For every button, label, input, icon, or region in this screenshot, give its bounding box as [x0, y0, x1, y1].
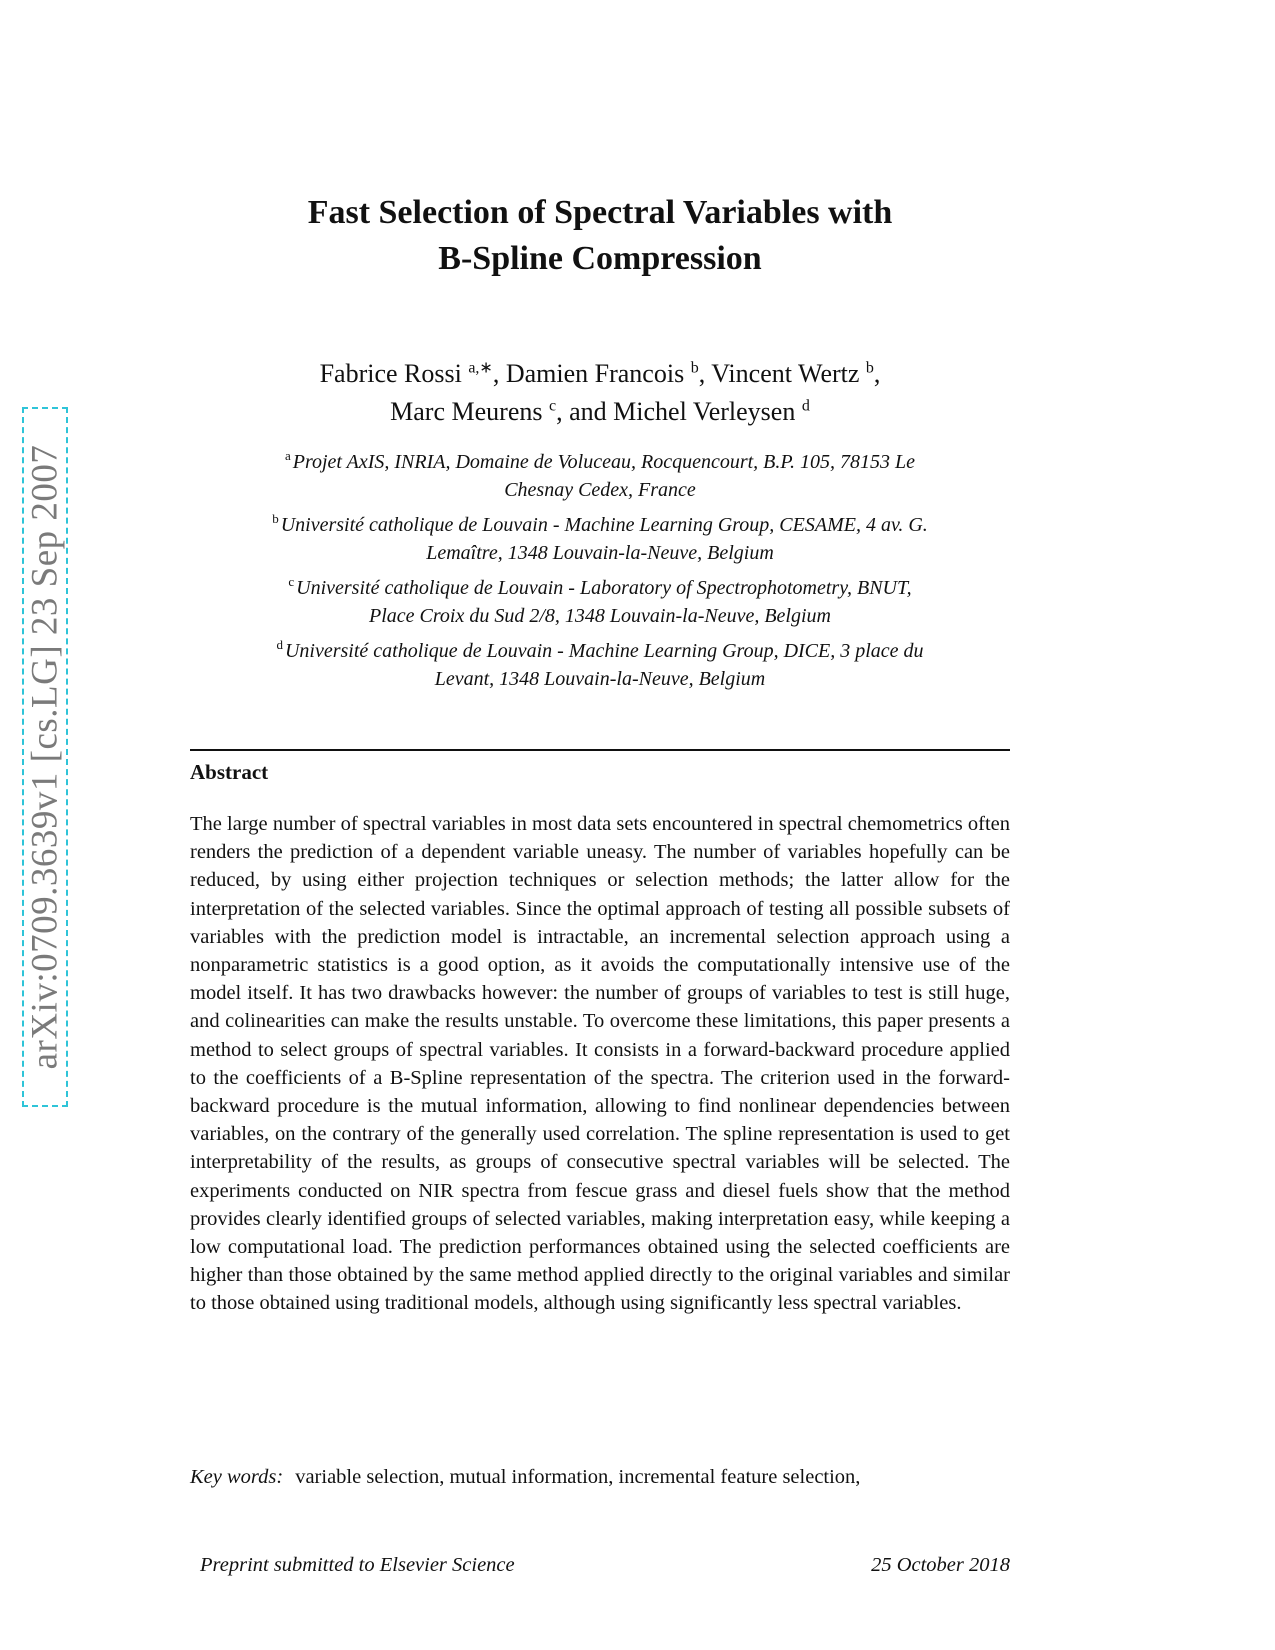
affiliation-mark: a [284, 448, 291, 464]
affiliation-line-1: Projet AxIS, INRIA, Domaine de Voluceau, Rocquencourt, B.P. 105, 78153 Le [292, 451, 916, 473]
author-mark: b [865, 359, 874, 377]
affiliation [190, 448, 1010, 504]
affiliation-line-1: Université catholique de Louvain - Laboratory of Spectrophotometry, BNUT, [296, 577, 912, 599]
author-name: Vincent Wertz [711, 359, 860, 388]
affiliation [190, 574, 1010, 630]
footer-preprint: Preprint submitted to Elsevier Science [200, 1554, 515, 1576]
arxiv-stamp [22, 407, 68, 1107]
footer-date: 25 October 2018 [871, 1554, 1010, 1576]
arxiv-stamp-text: arXiv:0709.3639v1 [cs.LG] 23 Sep 2007 [24, 444, 66, 1070]
author-mark: a,∗ [468, 359, 493, 377]
affiliation-mark: d [276, 637, 283, 653]
author-sep: , [873, 359, 881, 388]
affiliation-list [190, 448, 1010, 700]
author-name: Marc Meurens [390, 397, 543, 426]
abstract-body: The large number of spectral variables in most data sets encountered in spectral chemometrics often renders the prediction of a dependent variable uneasy. The number of variables hopefully can be reduced, by using either projection techniques or selection methods; the latter allow for the interpretation of the selected variables. Since the optimal approach of testing all possible subsets of variables with the prediction model is intractable, an incremental selection approach using a nonparametric statistics is a good option, as it avoids the computationally intensive use of the model itself. It has two drawbacks however: the number of groups of variables to test is still huge, and colinearities can make the results unstable. To overcome these limitations, this paper presents a method to select groups of spectral variables. It consists in a forward-backward procedure applied to the coefficients of a B-Spline representation of the spectra. The criterion used in the forward-backward procedure is the mutual information, allowing to find nonlinear dependencies between variables, on the contrary of the generally used correlation. The spline representation is used to get interpretability of the results, as groups of consecutive spectral variables will be selected. The experiments conducted on NIR spectra from fescue grass and diesel fuels show that the method provides clearly identified groups of selected variables, making interpretation easy, while keeping a low computational load. The prediction performances obtained using the selected coefficients are higher than those obtained by the same method applied directly to the original variables and similar to those obtained using traditional models, although using significantly less spectral variables. [190, 813, 1010, 1315]
title-line-2: B-Spline Compression [438, 240, 762, 277]
affiliation-line-2: Chesnay Cedex, France [504, 479, 696, 501]
title-line-1: Fast Selection of Spectral Variables with [307, 194, 893, 231]
author-name: Damien Francois [505, 359, 685, 388]
author-sep: , and [556, 397, 614, 426]
affiliation-line-2: Place Croix du Sud 2/8, 1348 Louvain-la-Neuve, Belgium [369, 605, 831, 627]
affiliation-line-2: Lemaître, 1348 Louvain-la-Neuve, Belgium [426, 542, 774, 564]
author-name: Michel Verleysen [613, 397, 796, 426]
author-mark: b [690, 359, 699, 377]
abstract-rule [190, 749, 1010, 751]
keywords-label: Key words: [190, 1466, 284, 1488]
affiliation [190, 511, 1010, 567]
keywords-text: variable selection, mutual information, incremental feature selection, [295, 1466, 861, 1488]
affiliation-line-1: Université catholique de Louvain - Machine Learning Group, CESAME, 4 av. G. [280, 514, 928, 536]
author-line-1 [190, 355, 1010, 393]
affiliation-line-2: Levant, 1348 Louvain-la-Neuve, Belgium [434, 668, 766, 690]
paper-title [190, 190, 1010, 282]
keywords [190, 1466, 1010, 1489]
author-name: Fabrice Rossi [319, 359, 462, 388]
affiliation-mark: b [272, 511, 279, 527]
abstract-heading: Abstract [190, 760, 269, 784]
affiliation-mark: c [288, 574, 295, 590]
affiliation-line-1: Université catholique de Louvain - Machine Learning Group, DICE, 3 place du [284, 640, 924, 662]
author-line-2 [190, 393, 1010, 431]
affiliation [190, 637, 1010, 693]
author-mark: d [801, 397, 810, 415]
author-list [190, 355, 1010, 431]
author-sep: , [492, 359, 506, 388]
author-mark: c [548, 397, 557, 415]
author-sep: , [698, 359, 712, 388]
